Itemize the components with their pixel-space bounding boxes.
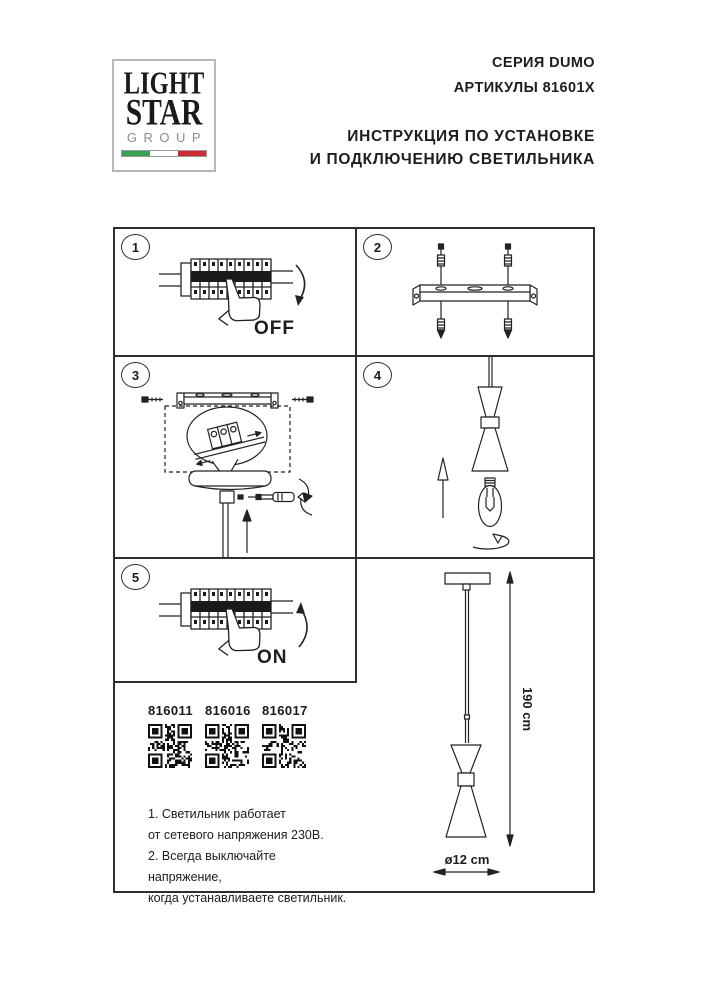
article-code: 816017 (262, 703, 308, 718)
italian-flag-bar (121, 150, 207, 157)
off-label: OFF (254, 318, 295, 339)
article-code-column (205, 703, 249, 768)
circuit-breaker-on-illustration (115, 559, 355, 681)
note-line: 2. Всегда выключайте напряжение, (148, 849, 276, 884)
diameter-dimension-label: ø12 cm (444, 852, 490, 867)
step-number-badge: 1 (121, 234, 150, 260)
article-code-column (148, 703, 192, 768)
step-4-panel (357, 357, 593, 557)
series-name: СЕРИЯ DUMO (492, 55, 595, 71)
pendant-lamp-dimensions-illustration (357, 559, 593, 891)
canopy-wiring-illustration (115, 357, 355, 557)
article-code: 816011 (148, 703, 194, 718)
logo-word-star: STAR (125, 91, 203, 133)
qr-code (262, 724, 306, 768)
qr-code (148, 724, 192, 768)
qr-code (205, 724, 249, 768)
lightstar-logo (112, 59, 216, 172)
flag-red-segment (178, 151, 206, 156)
height-dimension-label: 190 cm (520, 686, 535, 732)
step-1-panel (115, 229, 355, 355)
instruction-title-line2: И ПОДКЛЮЧЕНИЮ СВЕТИЛЬНИКА (309, 151, 595, 168)
flag-green-segment (122, 151, 150, 156)
article-codes-panel (115, 683, 355, 905)
note-line: когда устанавливаете светильник. (148, 891, 347, 905)
instruction-grid (113, 227, 595, 905)
logo-word-light: LIGHT (123, 66, 205, 101)
lamp-dimensions-panel (357, 559, 593, 891)
circuit-breaker-off-illustration (115, 229, 355, 355)
document-title-block (310, 51, 595, 171)
step-number-badge: 2 (363, 234, 392, 260)
article-code-column (262, 703, 306, 768)
on-label: ON (257, 647, 288, 668)
step-5-panel (115, 559, 355, 681)
shade-and-bulb-illustration (357, 357, 593, 557)
flag-white-segment (150, 151, 178, 156)
note-line: 1. Светильник работает (148, 807, 286, 821)
step-number-badge: 4 (363, 362, 392, 388)
instruction-title-line1: ИНСТРУКЦИЯ ПО УСТАНОВКЕ (347, 128, 595, 145)
article-numbers: АРТИКУЛЫ 81601X (453, 80, 595, 96)
safety-notes (148, 804, 353, 909)
logo-word-group: GROUP (126, 130, 208, 145)
mounting-bracket-screws-illustration (357, 229, 593, 355)
step-2-panel (357, 229, 593, 355)
step-number-badge: 3 (121, 362, 150, 388)
step-3-panel (115, 357, 355, 557)
step-number-badge: 5 (121, 564, 150, 590)
note-line: от сетевого напряжения 230В. (148, 828, 324, 842)
article-code: 816016 (205, 703, 251, 718)
